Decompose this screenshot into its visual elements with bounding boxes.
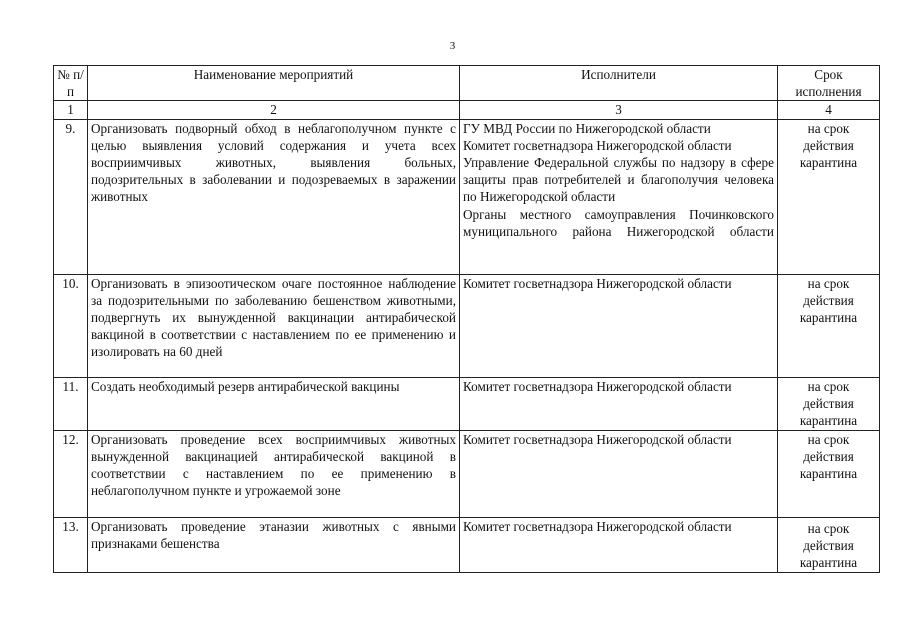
column-index-cell: 1 — [54, 101, 88, 119]
executors-cell — [460, 517, 778, 572]
executor-entry: Комитет госветнадзора Нижегородской области — [463, 518, 732, 534]
column-index-cell: 2 — [88, 101, 460, 119]
deadline: на срок действия карантина — [778, 517, 880, 572]
header-executors: Исполнители — [460, 66, 778, 101]
measure-name: Создать необходимый резерв антирабической вакцины — [88, 377, 460, 430]
measure-name: Организовать подворный обход в неблагополучном пункте с целью выявления условий содержания и учета всех восприимчивых животных, выявления больных, подозрительных в заболевании и подозреваемых в заражении животных — [88, 119, 460, 274]
executor-entry: Комитет госветнадзора Нижегородской области — [463, 431, 732, 447]
measure-name: Организовать в эпизоотическом очаге постоянное наблюдение за подозрительными по заболеванию бешенством животными, подвергнуть их вынужденной вакцинации антирабической вакциной в соответствии с наставлением по ее применению и изолировать на 60 дней — [88, 274, 460, 377]
header-num: № п/п — [54, 66, 88, 101]
header-term: Срок исполнения — [778, 66, 880, 101]
executors-cell — [460, 430, 778, 517]
table-header-row — [54, 66, 880, 101]
row-number: 11. — [54, 377, 88, 430]
page-number: 3 — [449, 40, 456, 52]
table-row — [54, 119, 880, 274]
executors-cell — [460, 119, 778, 274]
column-index-cell: 4 — [778, 101, 880, 119]
row-number: 10. — [54, 274, 88, 377]
table-row — [54, 274, 880, 377]
executor-entry: Комитет госветнадзора Нижегородской области — [463, 378, 732, 394]
column-index-cell: 3 — [460, 101, 778, 119]
deadline: на срок действия карантина — [778, 377, 880, 430]
measures-table — [53, 65, 880, 573]
table-row — [54, 430, 880, 517]
executor-entry: Комитет госветнадзора Нижегородской области — [463, 275, 732, 291]
measure-name: Организовать проведение этаназии животных с явными признаками бешенства — [88, 517, 460, 572]
deadline: на срок действия карантина — [778, 119, 880, 274]
executor-entry: Органы местного самоуправления Починковского муниципального района Нижегородской области — [463, 206, 774, 239]
executor-entry: ГУ МВД России по Нижегородской области — [463, 120, 711, 136]
row-number: 13. — [54, 517, 88, 572]
header-name: Наименование мероприятий — [88, 66, 460, 101]
table-row — [54, 377, 880, 430]
row-number: 9. — [54, 119, 88, 274]
deadline: на срок действия карантина — [778, 430, 880, 517]
deadline: на срок действия карантина — [778, 274, 880, 377]
measure-name: Организовать проведение всех восприимчивых животных вынужденной вакцинацией антирабической вакциной в соответствии с наставлением по ее применению в неблагополучном пункте и угрожаемой зоне — [88, 430, 460, 517]
executor-entry: Управление Федеральной службы по надзору в сфере защиты прав потребителей и благополучия человека по Нижегородской области — [463, 155, 774, 205]
table-row — [54, 517, 880, 572]
column-index-row — [54, 101, 880, 119]
executor-entry: Комитет госветнадзора Нижегородской области — [463, 137, 732, 153]
row-number: 12. — [54, 430, 88, 517]
executors-cell — [460, 274, 778, 377]
executors-cell — [460, 377, 778, 430]
